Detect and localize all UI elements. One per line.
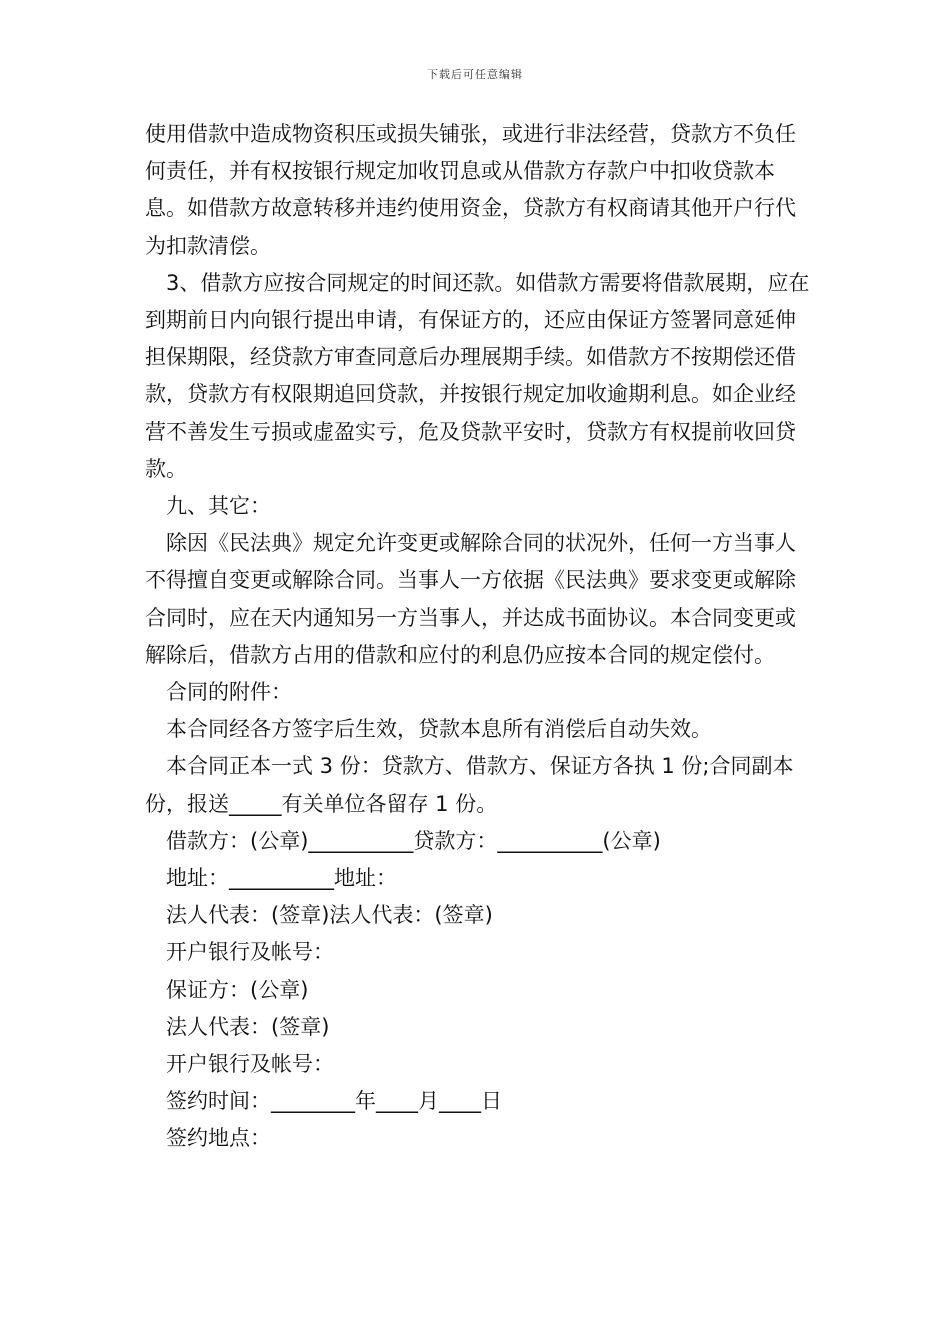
signature-line-signing-date: 签约时间：________年____月____日 [166, 1089, 502, 1114]
paragraph-attachments-heading: 合同的附件： [166, 680, 292, 705]
paragraph-contract-modification: 除因《民法典》规定允许变更或解除合同的状况外，任何一方当事人不得擅自变更或解除合同。当事人一方依据《民法典》要求变更或解除合同时，应在天内通知另一方当事人，并达成书面协议。本合同变更或解除后，借款方占用的借款和应付的利息仍应按本合同的规定偿付。 [145, 531, 796, 667]
signature-line-address: 地址：__________地址： [166, 866, 397, 891]
section-heading-other: 九、其它： [166, 494, 271, 519]
signature-line-bank-account: 开户银行及帐号： [166, 940, 334, 965]
signature-block [145, 823, 815, 1158]
signature-line-guarantor-legal-rep: 法人代表：(签章) [166, 1014, 330, 1039]
signature-line-signing-place: 签约地点： [166, 1126, 271, 1151]
signature-line-guarantor-bank-account: 开户银行及帐号： [166, 1052, 334, 1077]
page-header: 下载后可任意编辑 [427, 68, 523, 81]
paragraph-copies: 本合同正本一式 3 份：贷款方、借款方、保证方各执 1 份;合同副本份，报送_____有关单位各留存 1 份。 [145, 754, 794, 816]
signature-line-legal-rep: 法人代表：(签章)法人代表：(签章) [166, 903, 493, 928]
signature-line-guarantor: 保证方：(公章) [166, 977, 309, 1002]
paragraph-loan-misuse: 使用借款中造成物资积压或损失铺张，或进行非法经营，贷款方不负任何责任，并有权按银行规定加收罚息或从借款方存款户中扣收贷款本息。如借款方故意转移并违约使用资金，贷款方有权商请其他开户行代为扣款清偿。 [145, 122, 796, 258]
document-body [145, 116, 815, 1158]
signature-line-borrower-lender: 借款方：(公章)__________贷款方：__________(公章) [166, 828, 661, 853]
paragraph-effectiveness: 本合同经各方签字后生效，贷款本息所有消偿后自动失效。 [166, 717, 712, 742]
paragraph-repayment-clause: 3、借款方应按合同规定的时间还款。如借款方需要将借款展期，应在到期前日内向银行提出申请，有保证方的，还应由保证方签署同意延伸担保期限，经贷款方审查同意后办理展期手续。如借款方不按期偿还借款，贷款方有权限期追回贷款，并按银行规定加收逾期利息。如企业经营不善发生亏损或虚盈实亏，危及贷款平安时，贷款方有权提前收回贷款。 [145, 270, 810, 481]
